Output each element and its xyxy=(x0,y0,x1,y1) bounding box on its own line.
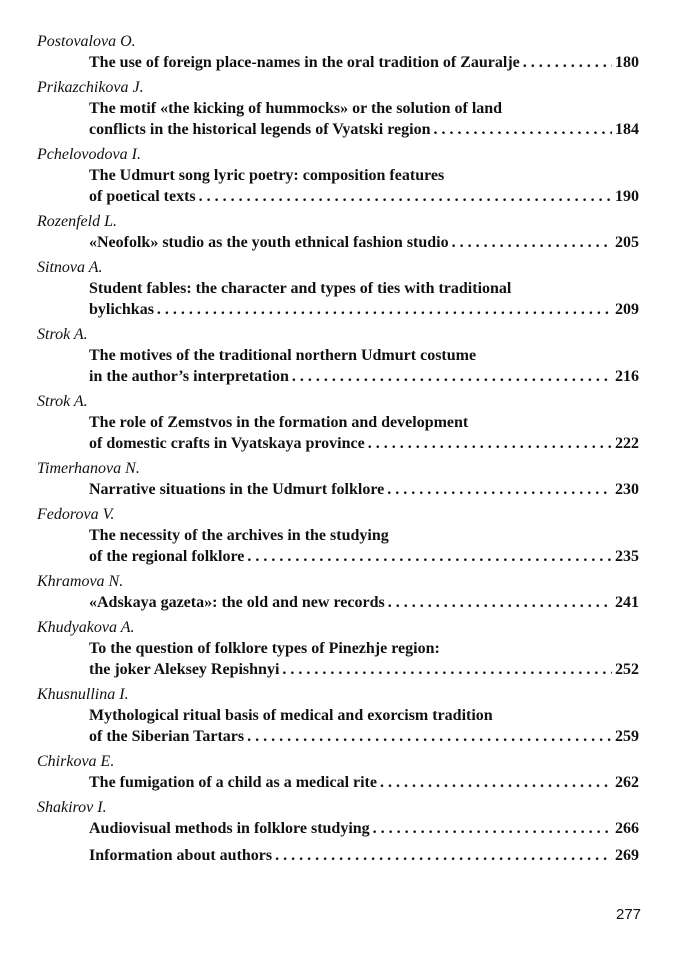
dot-leader xyxy=(380,772,612,793)
entry-title-line xyxy=(89,119,639,140)
entry-title-line: The motif «the kicking of hummocks» or the solution of land xyxy=(89,100,503,117)
entry-page: 259 xyxy=(615,728,639,745)
toc-entry xyxy=(37,324,639,387)
toc-entry xyxy=(37,458,639,500)
dot-leader xyxy=(157,299,612,320)
entry-page: 222 xyxy=(615,435,639,452)
dot-leader xyxy=(292,366,612,387)
entry-author: Prikazchikova J. xyxy=(37,79,144,96)
toc-entry xyxy=(37,31,639,73)
entry-title: of the Siberian Tartars xyxy=(89,728,245,745)
entry-page: 262 xyxy=(615,774,639,791)
entry-title: The fumigation of a child as a medical rite xyxy=(89,774,377,791)
entry-title: «Adskaya gazeta»: the old and new records xyxy=(89,594,385,611)
entry-title: conflicts in the historical legends of Vyatski region xyxy=(89,121,431,138)
toc-entry xyxy=(37,751,639,793)
dot-leader xyxy=(387,479,612,500)
dot-leader xyxy=(247,726,612,747)
entry-author: Postovalova O. xyxy=(37,33,136,50)
entry-author: Sitnova A. xyxy=(37,259,103,276)
dot-leader xyxy=(247,546,612,567)
entry-title: Audiovisual methods in folklore studying xyxy=(89,820,370,837)
entry-page: 230 xyxy=(615,481,639,498)
entry-title-line xyxy=(89,546,639,567)
entry-title-line: Student fables: the character and types of ties with traditional xyxy=(89,280,512,297)
entry-author: Khudyakova A. xyxy=(37,619,135,636)
entry-title-line: The Udmurt song lyric poetry: composition features xyxy=(89,167,445,184)
entry-title-line xyxy=(89,52,639,73)
entry-title-line xyxy=(89,299,639,320)
entry-title-line xyxy=(89,845,639,866)
entry-title: of poetical texts xyxy=(89,188,196,205)
page-number: 277 xyxy=(616,906,642,923)
entry-title: Information about authors xyxy=(89,847,273,864)
entry-title-line xyxy=(89,232,639,253)
dot-leader xyxy=(373,818,612,839)
entry-title-line xyxy=(89,592,639,613)
entry-author: Rozenfeld L. xyxy=(37,213,117,230)
entry-title-line xyxy=(89,772,639,793)
entry-author: Fedorova V. xyxy=(37,506,115,523)
entry-author: Strok A. xyxy=(37,326,88,343)
entry-author: Timerhanova N. xyxy=(37,460,140,477)
entry-author: Khusnullina I. xyxy=(37,686,129,703)
entry-title-line xyxy=(89,479,639,500)
entry-title-line xyxy=(89,186,639,207)
entry-title-line: The motives of the traditional northern Udmurt costume xyxy=(89,347,477,364)
toc-entry xyxy=(37,571,639,613)
toc-entry xyxy=(37,391,639,454)
toc-entry xyxy=(37,77,639,140)
dot-leader xyxy=(434,119,613,140)
entry-page: 269 xyxy=(615,847,639,864)
dot-leader xyxy=(275,845,612,866)
dot-leader xyxy=(282,659,612,680)
entry-title: in the author’s interpretation xyxy=(89,368,289,385)
toc-entry xyxy=(37,617,639,680)
toc-entry xyxy=(37,504,639,567)
entry-title-line xyxy=(89,818,639,839)
entry-title-line xyxy=(89,433,639,454)
entry-title: Narrative situations in the Udmurt folklore xyxy=(89,481,385,498)
entry-title: «Neofolk» studio as the youth ethnical fashion studio xyxy=(89,234,449,251)
dot-leader xyxy=(199,186,612,207)
entry-title-line xyxy=(89,366,639,387)
entry-page: 190 xyxy=(615,188,639,205)
entry-title-line: To the question of folklore types of Pinezhje region: xyxy=(89,640,440,657)
entry-title: of the regional folklore xyxy=(89,548,245,565)
entry-title-line: The necessity of the archives in the studying xyxy=(89,527,389,544)
entry-page: 235 xyxy=(615,548,639,565)
entry-title: of domestic crafts in Vyatskaya province xyxy=(89,435,365,452)
table-of-contents xyxy=(37,31,639,866)
entry-author: Khramova N. xyxy=(37,573,124,590)
toc-entry xyxy=(37,257,639,320)
entry-page: 184 xyxy=(615,121,639,138)
entry-page: 205 xyxy=(615,234,639,251)
toc-entry xyxy=(37,797,639,839)
entry-title: bylichkas xyxy=(89,301,154,318)
entry-author: Strok A. xyxy=(37,393,88,410)
toc-entry-info xyxy=(37,845,639,866)
dot-leader xyxy=(452,232,612,253)
entry-title-line xyxy=(89,726,639,747)
entry-title: the joker Aleksey Repishnyi xyxy=(89,661,280,678)
entry-page: 252 xyxy=(615,661,639,678)
entry-title-line xyxy=(89,659,639,680)
toc-entry xyxy=(37,684,639,747)
entry-page: 241 xyxy=(615,594,639,611)
entry-author: Chirkova E. xyxy=(37,753,115,770)
entry-page: 209 xyxy=(615,301,639,318)
entry-page: 266 xyxy=(615,820,639,837)
entry-author: Pchelovodova I. xyxy=(37,146,141,163)
entry-title-line: The role of Zemstvos in the formation and development xyxy=(89,414,469,431)
entry-title: The use of foreign place-names in the oral tradition of Zauralje xyxy=(89,54,520,71)
entry-title-line: Mythological ritual basis of medical and exorcism tradition xyxy=(89,707,493,724)
entry-author: Shakirov I. xyxy=(37,799,107,816)
toc-entry xyxy=(37,211,639,253)
dot-leader xyxy=(523,52,612,73)
dot-leader xyxy=(388,592,612,613)
entry-page: 180 xyxy=(615,54,639,71)
dot-leader xyxy=(368,433,612,454)
toc-entry xyxy=(37,144,639,207)
entry-page: 216 xyxy=(615,368,639,385)
